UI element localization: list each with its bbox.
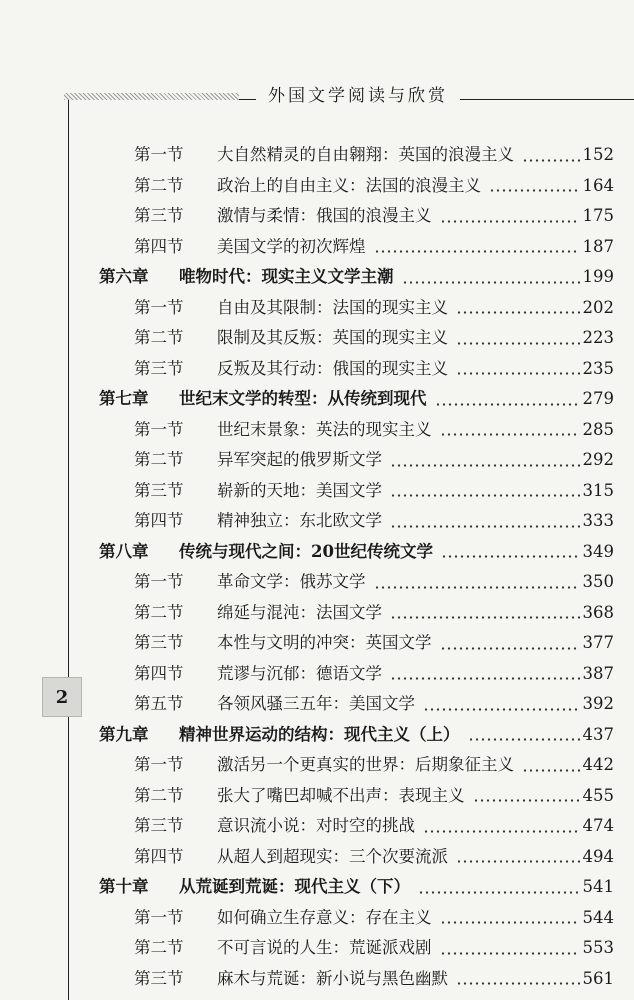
toc-entry-title: 美国文学的初次辉煌 [217, 236, 366, 256]
toc-section-row [0, 933, 634, 964]
toc-section-row [0, 415, 634, 446]
toc-section-row [0, 750, 634, 781]
toc-entry-label: 第二节 [134, 328, 184, 347]
toc-leader-dots [440, 433, 580, 436]
toc-leader-dots [418, 891, 580, 894]
toc-section-row [0, 476, 634, 507]
toc-entry-page: 455 [582, 785, 614, 805]
toc-leader-dots [374, 586, 580, 589]
toc-leader-dots [522, 159, 580, 162]
toc-entry-title: 异军突起的俄罗斯文学 [217, 450, 382, 469]
toc-entry-title: 精神世界运动的结构：现代主义（上） [179, 724, 460, 744]
toc-entry-title: 本性与文明的冲突：英国文学 [217, 633, 432, 652]
toc-leader-dots [456, 982, 580, 985]
toc-entry-title: 崭新的天地：美国文学 [217, 480, 382, 500]
toc-entry-title: 世纪末文学的转型：从传统到现代 [179, 389, 427, 408]
toc-entry-label: 第二节 [134, 785, 184, 805]
toc-entry-title: 如何确立生存意义：存在主义 [217, 907, 432, 927]
page-number: 2 [42, 677, 82, 717]
toc-leader-dots [390, 616, 580, 619]
toc-leader-dots [522, 769, 580, 772]
toc-section-row [0, 140, 634, 171]
toc-entry-title: 唯物时代：现实主义文学主潮 [179, 267, 394, 286]
toc-entry-label: 第四节 [134, 511, 184, 530]
toc-leader-dots [440, 921, 580, 924]
toc-entry-title: 自由及其限制：法国的现实主义 [217, 297, 448, 317]
toc-leader-dots [456, 311, 580, 314]
toc-entry-label: 第二节 [134, 938, 184, 957]
toc-entry-title: 张大了嘴巴却喊不出声：表现主义 [217, 785, 465, 805]
toc-entry-label: 第一节 [134, 419, 184, 439]
toc-entry-label: 第一节 [134, 755, 184, 774]
toc-leader-dots [456, 342, 580, 345]
header-ornament [64, 93, 239, 100]
toc-entry-label: 第四节 [134, 236, 184, 256]
toc-entry-title: 从超人到超现实：三个次要流派 [217, 846, 448, 866]
toc-entry-page: 349 [582, 541, 614, 561]
toc-entry-label: 第七章 [99, 389, 149, 408]
toc-chapter-row [0, 384, 634, 415]
toc-entry-page: 494 [582, 846, 614, 866]
toc-entry-label: 第二节 [134, 175, 184, 195]
toc-entry-title: 意识流小说：对时空的挑战 [217, 816, 415, 835]
toc-leader-dots [423, 708, 580, 711]
toc-entry-label: 第一节 [134, 297, 184, 317]
toc-entry-label: 第三节 [134, 206, 184, 225]
toc-entry-label: 第三节 [134, 358, 184, 378]
toc-entry-page: 199 [582, 267, 614, 286]
toc-leader-dots [374, 250, 580, 253]
toc-leader-dots [390, 464, 580, 467]
toc-entry-title: 革命文学：俄苏文学 [217, 572, 366, 591]
toc-section-row [0, 171, 634, 202]
toc-entry-page: 235 [582, 358, 614, 378]
toc-leader-dots [489, 189, 580, 192]
toc-entry-page: 279 [582, 389, 614, 408]
toc-entry-title: 政治上的自由主义：法国的浪漫主义 [217, 175, 481, 195]
toc-entry-label: 第三节 [134, 816, 184, 835]
toc-section-row [0, 323, 634, 354]
toc-section-row [0, 445, 634, 476]
toc-entry-title: 大自然精灵的自由翱翔：英国的浪漫主义 [217, 145, 514, 164]
toc-leader-dots [440, 952, 580, 955]
toc-section-row [0, 354, 634, 385]
toc-entry-label: 第一节 [134, 907, 184, 927]
toc-entry-title: 激情与柔情：俄国的浪漫主义 [217, 206, 432, 225]
toc-entry-page: 350 [582, 572, 614, 591]
toc-entry-page: 368 [582, 602, 614, 622]
toc-entry-label: 第一节 [134, 572, 184, 591]
toc-entry-title: 限制及其反叛：英国的现实主义 [217, 328, 448, 347]
toc-section-row [0, 689, 634, 720]
toc-section-row [0, 598, 634, 629]
toc-leader-dots [456, 860, 580, 863]
toc-section-row [0, 842, 634, 873]
toc-entry-page: 474 [582, 816, 614, 835]
toc-section-row [0, 628, 634, 659]
toc-section-row [0, 781, 634, 812]
toc-entry-title: 传统与现代之间：20世纪传统文学 [179, 541, 433, 561]
toc-entry-title: 麻木与荒诞：新小说与黑色幽默 [217, 968, 448, 988]
toc-entry-title: 绵延与混沌：法国文学 [217, 602, 382, 622]
toc-entry-title: 精神独立：东北欧文学 [217, 511, 382, 530]
toc-entry-title: 各领风骚三五年：美国文学 [217, 694, 415, 713]
toc-entry-page: 333 [582, 511, 614, 530]
toc-entry-label: 第四节 [134, 663, 184, 683]
toc-entry-page: 553 [582, 938, 614, 957]
table-of-contents [0, 140, 634, 994]
toc-entry-label: 第一节 [134, 145, 184, 164]
toc-entry-label: 第三节 [134, 968, 184, 988]
toc-entry-page: 377 [582, 633, 614, 652]
toc-entry-page: 202 [582, 297, 614, 317]
toc-entry-label: 第六章 [99, 267, 149, 286]
toc-entry-page: 561 [582, 968, 614, 988]
toc-entry-title: 荒谬与沉郁：德语文学 [217, 663, 382, 683]
toc-entry-label: 第九章 [99, 724, 149, 744]
toc-entry-label: 第二节 [134, 450, 184, 469]
toc-chapter-row [0, 872, 634, 903]
toc-entry-label: 第五节 [134, 694, 184, 713]
toc-entry-page: 285 [582, 419, 614, 439]
toc-section-row [0, 903, 634, 934]
toc-entry-label: 第三节 [134, 633, 184, 652]
toc-entry-title: 不可言说的人生：荒诞派戏剧 [217, 938, 432, 957]
toc-entry-title: 反叛及其行动：俄国的现实主义 [217, 358, 448, 378]
toc-leader-dots [441, 555, 580, 558]
toc-chapter-row [0, 262, 634, 293]
toc-section-row [0, 659, 634, 690]
toc-leader-dots [468, 738, 580, 741]
toc-entry-page: 223 [582, 328, 614, 347]
toc-entry-page: 152 [582, 145, 614, 164]
toc-leader-dots [456, 372, 580, 375]
toc-entry-page: 544 [582, 907, 614, 927]
toc-chapter-row [0, 537, 634, 568]
toc-leader-dots [423, 830, 580, 833]
toc-entry-page: 292 [582, 450, 614, 469]
toc-entry-label: 第四节 [134, 846, 184, 866]
toc-section-row [0, 506, 634, 537]
toc-entry-page: 187 [582, 236, 614, 256]
toc-entry-label: 第八章 [99, 541, 149, 561]
toc-entry-label: 第三节 [134, 480, 184, 500]
toc-section-row [0, 964, 634, 995]
toc-entry-page: 392 [582, 694, 614, 713]
toc-leader-dots [390, 677, 580, 680]
toc-entry-title: 激活另一个更真实的世界：后期象征主义 [217, 755, 514, 774]
toc-entry-page: 315 [582, 480, 614, 500]
toc-leader-dots [435, 403, 580, 406]
toc-entry-page: 541 [582, 877, 614, 896]
toc-section-row [0, 232, 634, 263]
toc-section-row [0, 567, 634, 598]
toc-leader-dots [402, 281, 580, 284]
toc-entry-title: 世纪末景象：英法的现实主义 [217, 419, 432, 439]
toc-chapter-row [0, 720, 634, 751]
running-header-title: 外国文学阅读与欣赏 [256, 84, 460, 108]
toc-entry-page: 175 [582, 206, 614, 225]
toc-entry-title: 从荒诞到荒诞：现代主义（下） [179, 877, 410, 896]
toc-entry-label: 第十章 [99, 877, 149, 896]
toc-entry-page: 442 [582, 755, 614, 774]
toc-leader-dots [440, 220, 580, 223]
toc-section-row [0, 811, 634, 842]
toc-leader-dots [440, 647, 580, 650]
toc-entry-page: 164 [582, 175, 614, 195]
toc-entry-label: 第二节 [134, 602, 184, 622]
toc-leader-dots [390, 525, 580, 528]
toc-entry-page: 387 [582, 663, 614, 683]
toc-leader-dots [473, 799, 580, 802]
toc-section-row [0, 201, 634, 232]
toc-entry-page: 437 [582, 724, 614, 744]
toc-section-row [0, 293, 634, 324]
toc-leader-dots [390, 494, 580, 497]
